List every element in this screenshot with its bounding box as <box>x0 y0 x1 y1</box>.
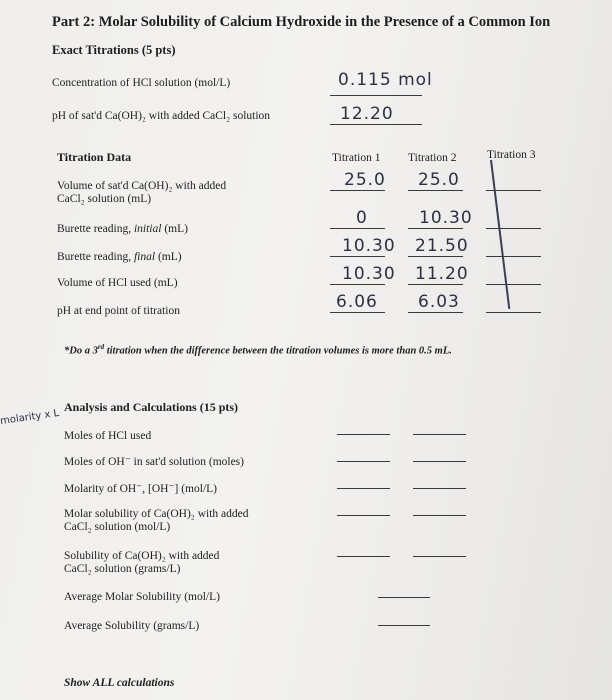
t1-final-reading: 10.30 <box>342 236 396 256</box>
answer-line <box>408 284 463 285</box>
t1-volume-sample: 25.0 <box>344 170 386 190</box>
answer-line <box>413 515 466 516</box>
row-label-ph-endpoint: pH at end point of titration <box>57 305 180 317</box>
t1-hcl-used: 10.30 <box>342 264 396 284</box>
answer-line <box>413 434 466 435</box>
ph-answer-line <box>330 124 422 125</box>
ph-label: pH of sat'd Ca(OH)₂ with added CaCl₂ solution <box>52 110 271 122</box>
answer-line <box>486 312 541 313</box>
answer-line <box>378 597 430 598</box>
col-titration-2: Titration 2 <box>408 152 457 164</box>
answer-line <box>337 556 390 557</box>
ph-value: 12.20 <box>340 104 394 124</box>
t2-initial-reading: 10.30 <box>419 208 473 228</box>
show-calculations-footer: Show ALL calculations <box>64 677 175 689</box>
answer-line <box>330 190 385 191</box>
row-label-molarity-oh: Molarity of OH⁻, [OH⁻] (mol/L) <box>64 483 217 495</box>
answer-line <box>337 434 390 435</box>
t1-initial-reading: 0 <box>356 208 368 228</box>
answer-line <box>413 461 466 462</box>
answer-line <box>330 256 385 257</box>
answer-line <box>408 190 463 191</box>
t1-ph-endpoint: 6.06 <box>336 292 378 312</box>
row-label-volume-sample: Volume of sat'd Ca(OH)₂ with added CaCl₂ solution (mL) <box>57 180 227 205</box>
part-title: Part 2: Molar Solubility of Calcium Hydroxide in the Presence of a Common Ion <box>52 14 551 30</box>
titration-data-heading: Titration Data <box>57 150 132 164</box>
col-titration-1: Titration 1 <box>332 152 381 164</box>
answer-line <box>337 461 390 462</box>
row-label-initial-reading: Burette reading, initial (mL) <box>57 223 188 235</box>
row-label-hcl-used: Volume of HCl used (mL) <box>57 277 178 289</box>
answer-line <box>337 515 390 516</box>
row-label-avg-solubility: Average Solubility (grams/L) <box>64 620 200 632</box>
t2-final-reading: 21.50 <box>415 236 469 256</box>
answer-line <box>378 625 430 626</box>
row-label-moles-oh: Moles of OH⁻ in sat'd solution (moles) <box>64 456 244 468</box>
row-label-molar-solubility: Molar solubility of Ca(OH)₂ with added CaCl₂ solution (mol/L) <box>64 508 249 533</box>
exact-titrations-heading: Exact Titrations (5 pts) <box>52 43 176 57</box>
t2-hcl-used: 11.20 <box>415 264 469 284</box>
answer-line <box>413 556 466 557</box>
answer-line <box>486 228 541 229</box>
margin-handwriting: molarity x L <box>0 407 60 428</box>
row-label-solubility-grams: Solubility of Ca(OH)₂ with added CaCl₂ solution (grams/L) <box>64 550 220 575</box>
t2-volume-sample: 25.0 <box>418 170 460 190</box>
hcl-concentration-value: 0.115 mol <box>338 70 433 90</box>
third-titration-note: *Do a 3rd titration when the difference between the titration volumes is more than 0.5 mL. <box>64 343 452 357</box>
answer-line <box>413 488 466 489</box>
answer-line <box>408 228 463 229</box>
answer-line <box>408 256 463 257</box>
col-titration-3: Titration 3 <box>487 149 536 161</box>
hcl-answer-line <box>330 95 422 96</box>
row-label-moles-hcl: Moles of HCl used <box>64 430 152 442</box>
answer-line <box>337 488 390 489</box>
answer-line <box>330 284 385 285</box>
answer-line <box>330 228 385 229</box>
answer-line <box>408 312 463 313</box>
t2-ph-endpoint: 6.03 <box>418 292 460 312</box>
titration-3-strike <box>490 160 510 309</box>
answer-line <box>486 256 541 257</box>
row-label-final-reading: Burette reading, final (mL) <box>57 251 182 263</box>
hcl-concentration-label: Concentration of HCl solution (mol/L) <box>52 77 231 89</box>
analysis-heading: Analysis and Calculations (15 pts) <box>64 400 239 414</box>
answer-line <box>330 312 385 313</box>
row-label-avg-molar-solubility: Average Molar Solubility (mol/L) <box>64 591 220 603</box>
answer-line <box>486 284 541 285</box>
